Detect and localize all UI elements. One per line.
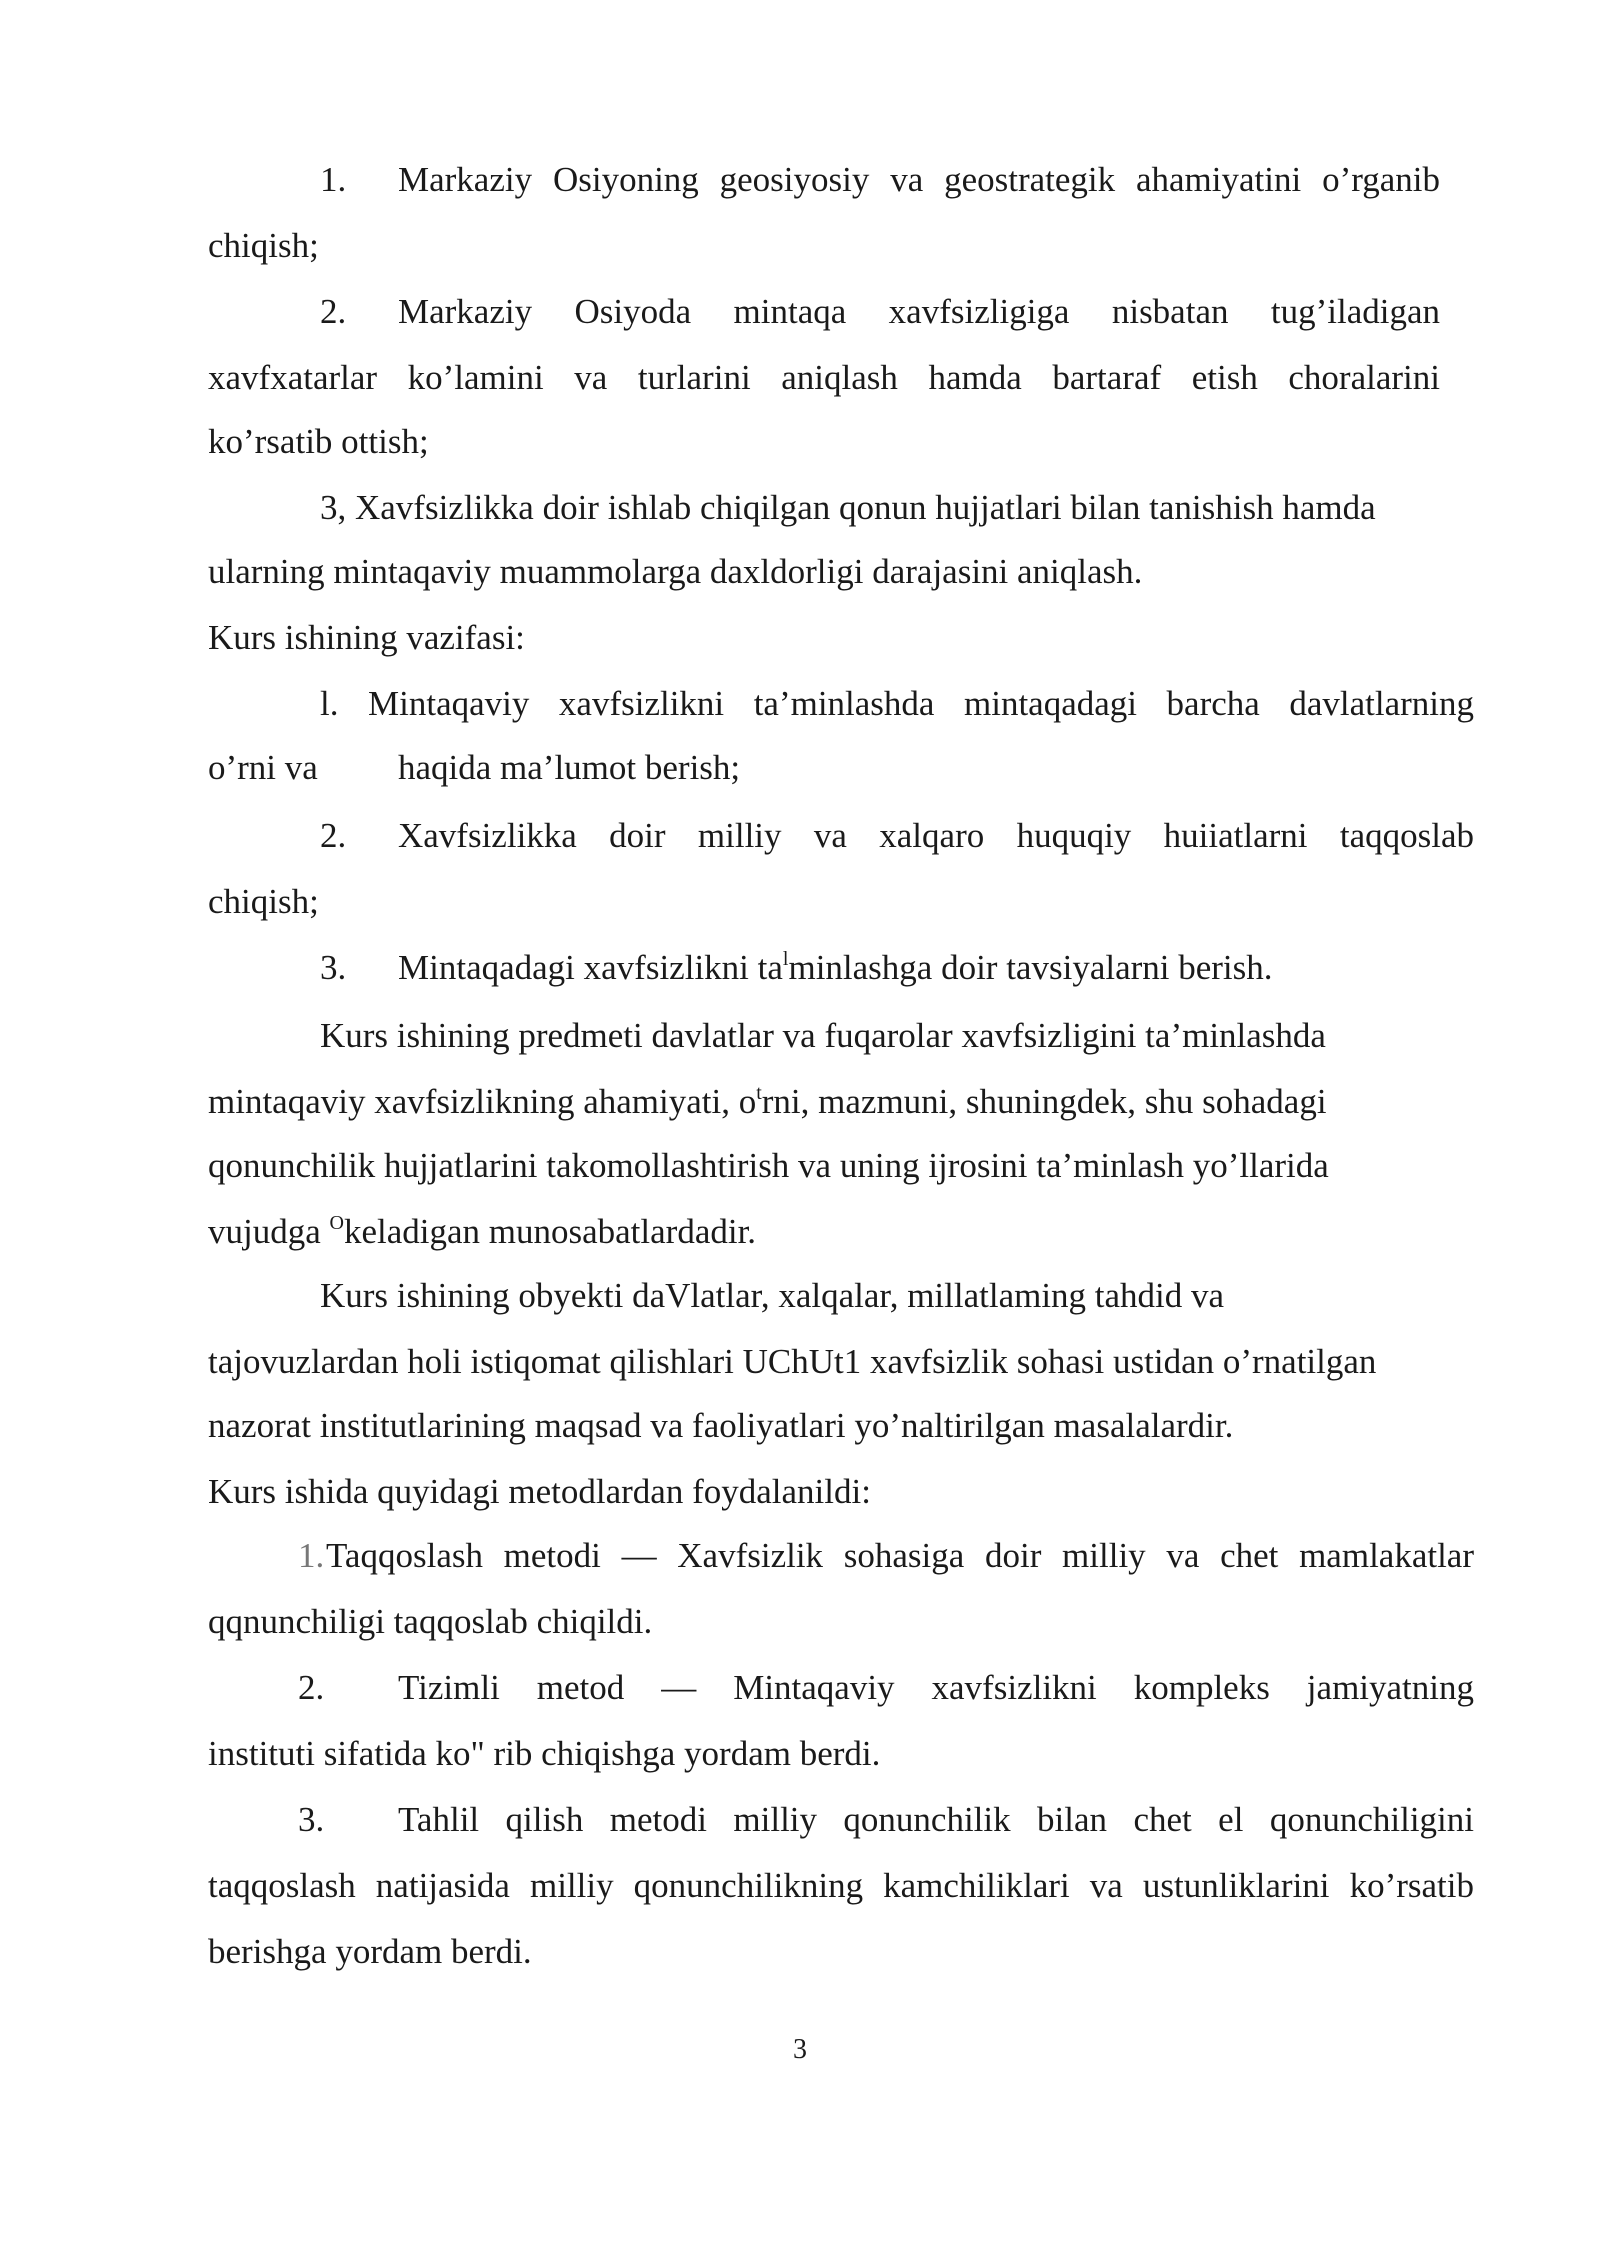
paragraph-line: chiqish; (208, 226, 319, 265)
list-number: 1. (298, 1536, 325, 1575)
text-run: minlashga doir tavsiyalarni berish. (788, 948, 1273, 987)
paragraph-line: Markaziy Osiyoda mintaqa xavfsizligiga nisbatan tug’iladigan (398, 292, 1440, 331)
paragraph-line: chiqish; (208, 882, 319, 921)
paragraph-line: o’rni va (208, 748, 318, 787)
paragraph-line: ko’rsatib ottish; (208, 422, 429, 461)
paragraph-line: qqnunchiligi taqqoslab chiqildi. (208, 1602, 653, 1641)
paragraph-line: haqida ma’lumot berish; (398, 748, 741, 787)
paragraph-line: Kurs ishining obyekti daVlatlar, xalqalar, millatlaming tahdid va (320, 1276, 1225, 1315)
page-number: 3 (793, 2034, 807, 2065)
list-number: 1. (320, 160, 347, 199)
text-run: keladigan munosabatlardadir. (343, 1212, 757, 1251)
paragraph-line: taqqoslash natijasida milliy qonunchilikning kamchiliklari va ustunliklarini ko’rsatib (208, 1866, 1474, 1905)
paragraph-line: tajovuzlardan holi istiqomat qilishlari UChUt1 xavfsizlik sohasi ustidan o’rnatilgan (208, 1342, 1377, 1381)
superscript-text: l (782, 948, 789, 970)
section-heading: Kurs ishida quyidagi metodlardan foydalanildi: (208, 1472, 871, 1511)
superscript-text: O (329, 1212, 344, 1234)
list-number: 2. (298, 1668, 325, 1707)
text-run: rni, mazmuni, shuningdek, shu sohadagi (761, 1082, 1327, 1121)
text-run: vujudga (208, 1212, 330, 1251)
superscript-text: t (756, 1082, 762, 1104)
paragraph-line (208, 1208, 1474, 1256)
list-number: 2. (320, 816, 347, 855)
text-run: Mintaqadagi xavfsizlikni ta (398, 948, 783, 987)
paragraph-line: nazorat institutlarining maqsad va faoliyatlari yo’naltirilgan masalalardir. (208, 1406, 1234, 1445)
paragraph-line: Kurs ishining predmeti davlatlar va fuqarolar xavfsizligini ta’minlashda (320, 1016, 1326, 1055)
paragraph-line: 3, Xavfsizlikka doir ishlab chiqilgan qonun hujjatlari bilan tanishish hamda (320, 488, 1376, 527)
paragraph-line (208, 1078, 1474, 1126)
paragraph-line: Tahlil qilish metodi milliy qonunchilik bilan chet el qonunchiligini (398, 1800, 1474, 1839)
text-run: mintaqaviy xavfsizlikning ahamiyati, o (208, 1082, 757, 1121)
paragraph-line: Markaziy Osiyoning geosiyosiy va geostrategik ahamiyatini o’rganib (398, 160, 1440, 199)
paragraph-line: Taqqoslash metodi — Xavfsizlik sohasiga doir milliy va chet mamlakatlar (326, 1536, 1474, 1575)
paragraph-line: berishga yordam berdi. (208, 1932, 532, 1971)
paragraph-line: Xavfsizlikka doir milliy va xalqaro huquqiy huiiatlarni taqqoslab (398, 816, 1474, 855)
paragraph-line: xavfxatarlar ko’lamini va turlarini aniqlash hamda bartaraf etish choralarini (208, 358, 1440, 397)
paragraph-line: l. Mintaqaviy xavfsizlikni ta’minlashda mintaqadagi barcha davlatlarning (320, 684, 1474, 723)
paragraph-line: qonunchilik hujjatlarini takomollashtirish va uning ijrosini ta’minlash yo’llarida (208, 1146, 1329, 1185)
list-number: 2. (320, 292, 347, 331)
paragraph-line (398, 944, 1474, 992)
paragraph-line: instituti sifatida ko" rib chiqishga yordam berdi. (208, 1734, 881, 1773)
paragraph-line: Tizimli metod — Mintaqaviy xavfsizlikni kompleks jamiyatning (398, 1668, 1474, 1707)
list-number: 3. (320, 948, 347, 987)
paragraph-line: ularning mintaqaviy muammolarga daxldorligi darajasini aniqlash. (208, 552, 1143, 591)
section-heading: Kurs ishining vazifasi: (208, 618, 525, 657)
list-number: 3. (298, 1800, 325, 1839)
